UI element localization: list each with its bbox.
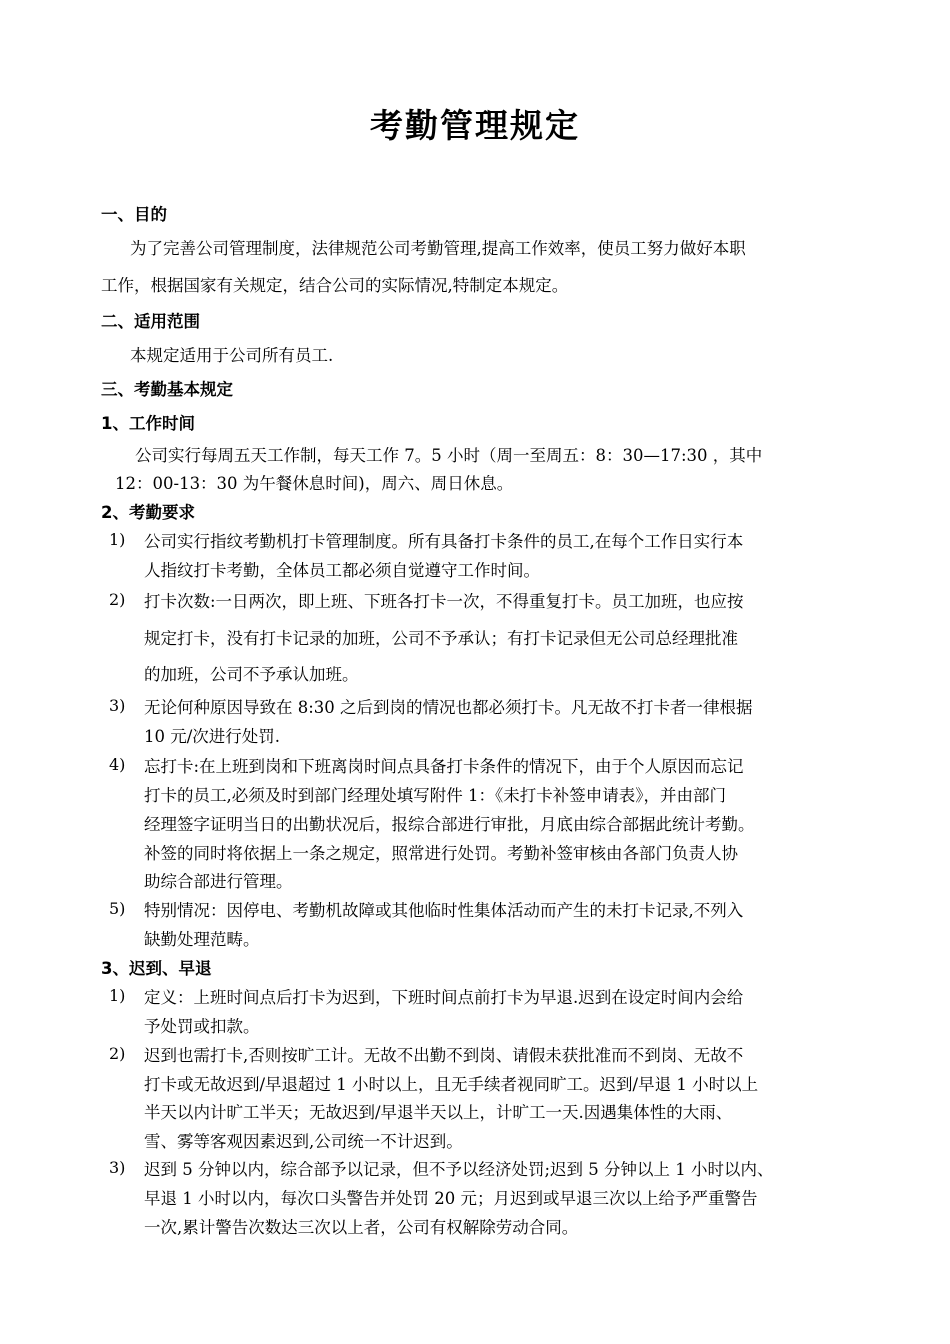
section-heading-basic-rules: 三、考勤基本规定 <box>101 380 233 399</box>
list-item-line: 一次,累计警告次数达三次以上者，公司有权解除劳动合同。 <box>144 1218 579 1237</box>
section-heading-purpose: 一、目的 <box>101 205 167 224</box>
list-item-line: 迟到也需打卡,否则按旷工计。无故不出勤不到岗、请假未获批准而不到岗、无故不 <box>144 1046 744 1065</box>
list-item-line: 经理签字证明当日的出勤状况后，报综合部进行审批，月底由综合部据此统计考勤。 <box>144 815 755 834</box>
list-item-line: 半天以内计旷工半天；无故迟到/早退半天以上，计旷工一天.因遇集体性的大雨、 <box>144 1103 733 1122</box>
document-title: 考勤管理规定 <box>370 106 580 145</box>
list-item-line: 无论何种原因导致在 8:30 之后到岗的情况也都必须打卡。凡无故不打卡者一律根据 <box>144 698 753 717</box>
list-item-number: 1) <box>109 986 126 1005</box>
list-item-line: 人指纹打卡考勤，全体员工都必须自觉遵守工作时间。 <box>144 561 540 580</box>
list-item-line: 特别情况：因停电、考勤机故障或其他临时性集体活动而产生的未打卡记录,不列入 <box>144 901 744 920</box>
list-item-line: 打卡或无故迟到/早退超过 1 小时以上，且无手续者视同旷工。迟到/早退 1 小时以上 <box>144 1075 759 1094</box>
list-item-line: 的加班，公司不予承认加班。 <box>144 665 359 684</box>
list-item-line: 助综合部进行管理。 <box>144 872 293 891</box>
subsection-heading-work-hours: 1、工作时间 <box>101 414 195 433</box>
list-item-line: 缺勤处理范畴。 <box>144 930 260 949</box>
subsection-heading-late-early: 3、迟到、早退 <box>101 959 212 978</box>
section-heading-scope: 二、适用范围 <box>101 312 200 331</box>
list-item-line: 补签的同时将依据上一条之规定，照常进行处罚。考勤补签审核由各部门负责人协 <box>144 844 738 863</box>
list-item-line: 规定打卡，没有打卡记录的加班，公司不予承认；有打卡记录但无公司总经理批准 <box>144 629 738 648</box>
list-item-line: 予处罚或扣款。 <box>144 1017 260 1036</box>
list-item-line: 公司实行指纹考勤机打卡管理制度。所有具备打卡条件的员工,在每个工作日实行本 <box>144 532 744 551</box>
list-item-number: 1) <box>109 530 126 549</box>
paragraph-line: 工作，根据国家有关规定，结合公司的实际情况,特制定本规定。 <box>101 276 569 295</box>
list-item-line: 打卡次数:一日两次，即上班、下班各打卡一次，不得重复打卡。员工加班，也应按 <box>144 592 744 611</box>
list-item-number: 5) <box>109 899 126 918</box>
list-item-line: 早退 1 小时以内，每次口头警告并处罚 20 元；月迟到或早退三次以上给予严重警告 <box>144 1189 758 1208</box>
subsection-heading-attendance-requirements: 2、考勤要求 <box>101 503 195 522</box>
list-item-number: 3) <box>109 1158 126 1177</box>
paragraph-line: 公司实行每周五天工作制，每天工作 7。5 小时（周一至周五：8：30—17:30 ，其中 <box>135 446 763 465</box>
paragraph-line: 为了完善公司管理制度，法律规范公司考勤管理,提高工作效率，使员工努力做好本职 <box>130 239 746 258</box>
list-item-number: 2) <box>109 1044 126 1063</box>
list-item-line: 雪、雾等客观因素迟到,公司统一不计迟到。 <box>144 1132 463 1151</box>
list-item-line: 迟到 5 分钟以内，综合部予以记录，但不予以经济处罚;迟到 5 分钟以上 1 小时以内、 <box>144 1160 774 1179</box>
list-item-line: 打卡的员工,必须及时到部门经理处填写附件 1：《未打卡补签申请表》，并由部门 <box>144 786 726 805</box>
list-item-number: 4) <box>109 755 126 774</box>
list-item-number: 3) <box>109 696 126 715</box>
list-item-line: 定义：上班时间点后打卡为迟到，下班时间点前打卡为早退.迟到在设定时间内会给 <box>144 988 744 1007</box>
list-item-line: 忘打卡:在上班到岗和下班离岗时间点具备打卡条件的情况下，由于个人原因而忘记 <box>144 757 744 776</box>
paragraph-line: 12：00-13：30 为午餐休息时间)，周六、周日休息。 <box>115 474 514 493</box>
list-item-line: 10 元/次进行处罚. <box>144 727 281 746</box>
list-item-number: 2) <box>109 590 126 609</box>
paragraph-line: 本规定适用于公司所有员工. <box>130 346 334 365</box>
